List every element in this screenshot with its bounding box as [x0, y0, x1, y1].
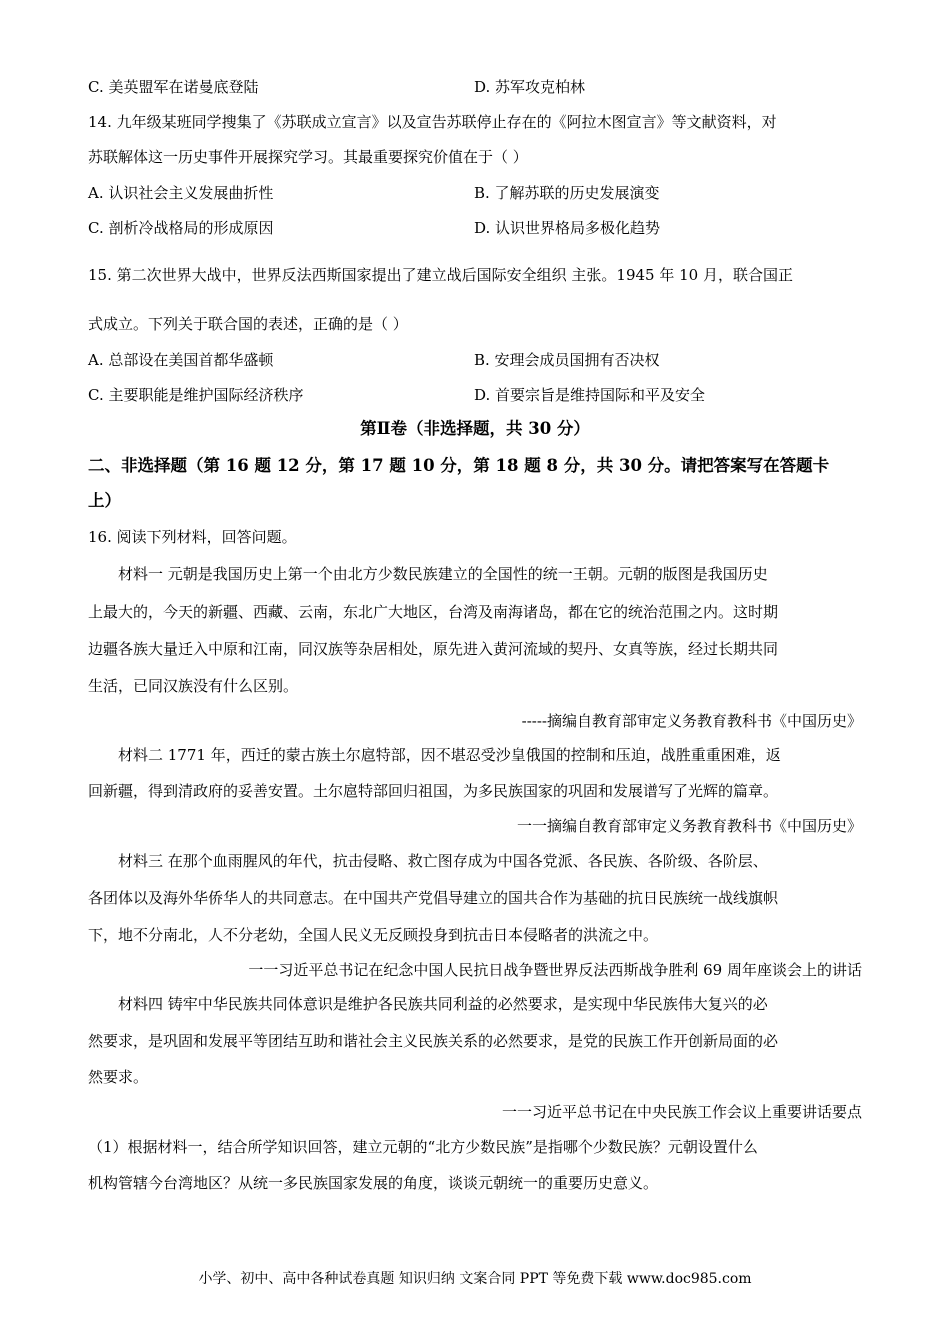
section-title: 第Ⅱ卷（非选择题，共 30 分） [360, 419, 590, 438]
q13-option-d: D. 苏军攻克柏林 [474, 78, 586, 96]
page-footer: 小学、初中、高中各种试卷真题 知识归纳 文案合同 PPT 等免费下载 www.doc985.com [198, 1271, 752, 1287]
q14-option-a: A. 认识社会主义发展曲折性 [88, 184, 274, 202]
material4-line3: 然要求。 [88, 1068, 149, 1086]
q15-option-b: B. 安理会成员国拥有否决权 [474, 351, 660, 369]
q15-stem-line2: 式成立。下列关于联合国的表述，正确的是（ ） [88, 315, 408, 333]
material4-line2: 然要求，是巩固和发展平等团结互助和谐社会主义民族关系的必然要求，是党的民族工作开创新局面的必 [88, 1032, 779, 1050]
q15-option-c: C. 主要职能是维护国际经济秩序 [88, 386, 304, 404]
material1-line4: 生活，已同汉族没有什么区别。 [88, 677, 299, 695]
material4-line1: 材料四 铸牢中华民族共同体意识是维护各民族共同利益的必然要求，是实现中华民族伟大复兴的必 [118, 995, 768, 1013]
q14-option-c: C. 剖析冷战格局的形成原因 [88, 219, 274, 237]
q16-sub1-line2: 机构管辖今台湾地区？从统一多民族国家发展的角度，谈谈元朝统一的重要历史意义。 [88, 1174, 659, 1192]
material2-source: 一一摘编自教育部审定义务教育教科书《中国历史》 [516, 817, 862, 835]
material2-line2: 回新疆，得到清政府的妥善安置。土尔扈特部回归祖国，为多民族国家的巩固和发展谱写了光辉的篇章。 [88, 782, 779, 800]
material3-line3: 下，地不分南北，人不分老幼，全国人民义无反顾投身到抗击日本侵略者的洪流之中。 [88, 926, 659, 944]
section-heading-line1: 二、非选择题（第 16 题 12 分，第 17 题 10 分，第 18 题 8 分，共 30 分。请把答案写在答题卡 [88, 456, 830, 475]
section-heading-line2: 上） [88, 491, 121, 510]
material4-source: 一一习近平总书记在中央民族工作会议上重要讲话要点 [501, 1103, 862, 1121]
material1-line3: 边疆各族大量迁入中原和江南，同汉族等杂居相处，原先进入黄河流域的契丹、女真等族，经过长期共同 [88, 640, 779, 658]
material3-line2: 各团体以及海外华侨华人的共同意志。在中国共产党倡导建立的国共合作为基础的抗日民族统一战线旗帜 [88, 889, 779, 907]
q15-stem-line1: 15. 第二次世界大战中，世界反法西斯国家提出了建立战后国际安全组织 主张。1945 年 10 月，联合国正 [88, 266, 793, 284]
material1-line2: 上最大的，今天的新疆、西藏、云南，东北广大地区，台湾及南海诸岛，都在它的统治范围之内。这时期 [88, 603, 779, 621]
q14-stem-line1: 14. 九年级某班同学搜集了《苏联成立宣言》以及宣告苏联停止存在的《阿拉木图宣言》等文献资料，对 [88, 113, 777, 131]
material3-line1: 材料三 在那个血雨腥风的年代，抗击侵略、救亡图存成为中国各党派、各民族、各阶级、各阶层、 [118, 852, 768, 870]
q14-stem-line2: 苏联解体这一历史事件开展探究学习。其最重要探究价值在于（ ） [88, 148, 528, 166]
q14-option-d: D. 认识世界格局多极化趋势 [474, 219, 661, 237]
material1-line1: 材料一 元朝是我国历史上第一个由北方少数民族建立的全国性的统一王朝。元朝的版图是我国历史 [118, 565, 768, 583]
q16-sub1-line1: （1）根据材料一，结合所学知识回答，建立元朝的“北方少数民族”是指哪个少数民族？元朝设置什么 [88, 1138, 758, 1156]
material1-source: -----摘编自教育部审定义务教育教科书《中国历史》 [521, 712, 862, 730]
q15-option-a: A. 总部设在美国首都华盛顿 [88, 351, 274, 369]
material3-source: 一一习近平总书记在纪念中国人民抗日战争暨世界反法西斯战争胜利 69 周年座谈会上的讲话 [248, 961, 862, 979]
material2-line1: 材料二 1771 年，西迁的蒙古族土尔扈特部，因不堪忍受沙皇俄国的控制和压迫，战胜重重困难，返 [118, 746, 781, 764]
q16-stem: 16. 阅读下列材料，回答问题。 [88, 528, 297, 546]
q15-option-d: D. 首要宗旨是维持国际和平及安全 [474, 386, 706, 404]
q13-option-c: C. 美英盟军在诺曼底登陆 [88, 78, 259, 96]
q14-option-b: B. 了解苏联的历史发展演变 [474, 184, 660, 202]
